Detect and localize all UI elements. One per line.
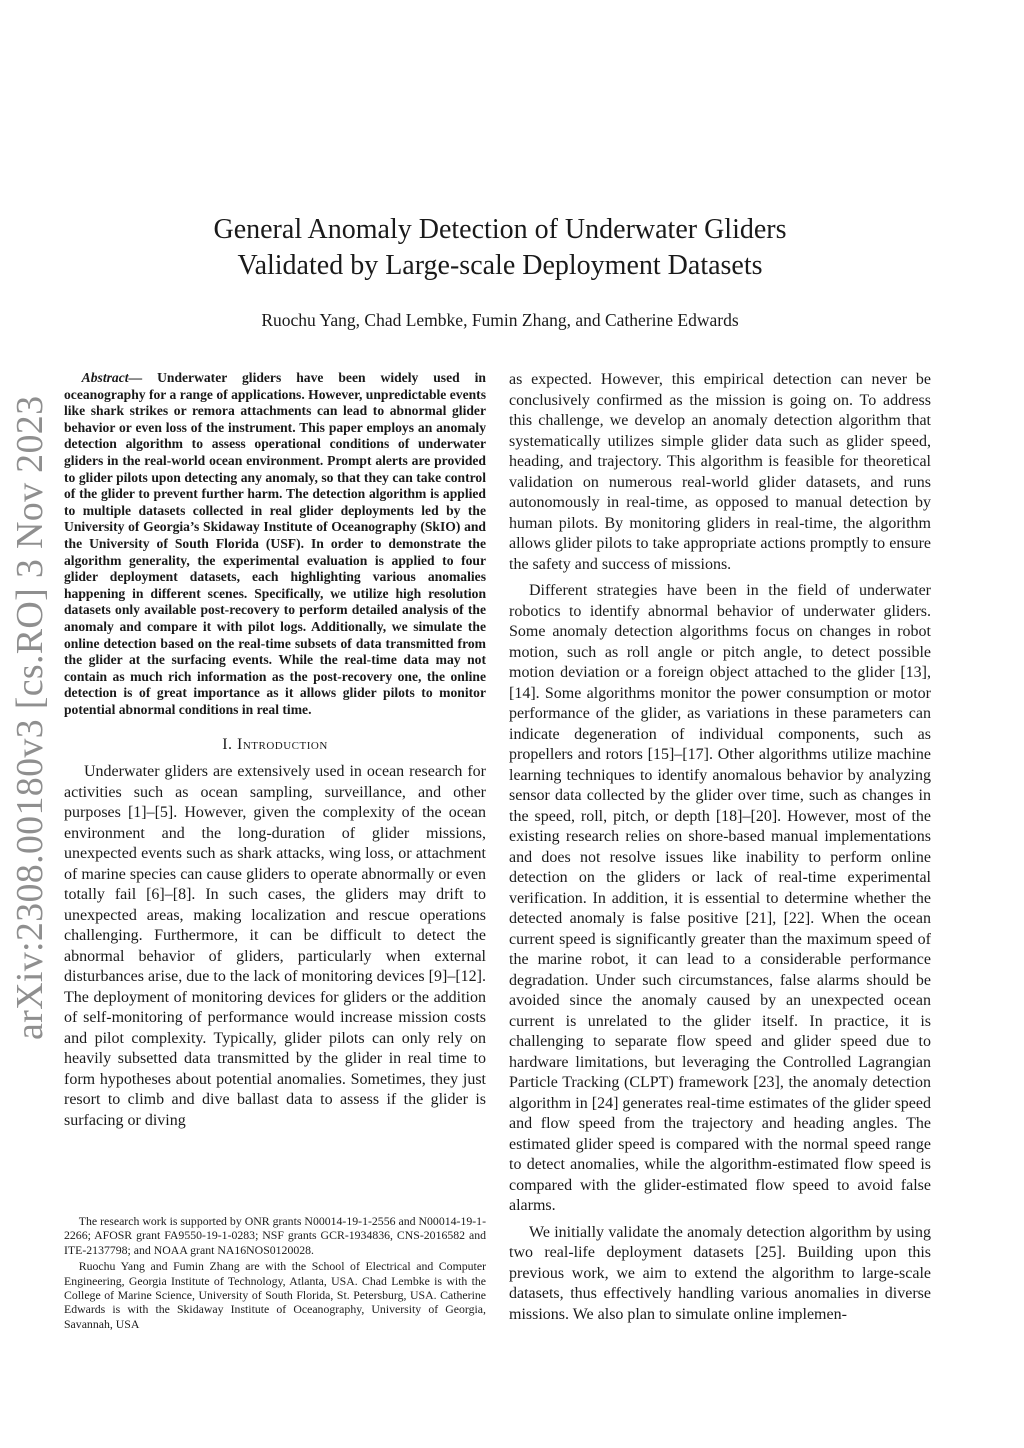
paper-title xyxy=(100,212,900,284)
arxiv-identifier: arXiv:2308.00180v3 [cs.RO] 3 Nov 2023 xyxy=(9,395,51,1040)
abstract-text: Underwater gliders have been widely used in oceanography for a range of applications. However, unpredictable events like shark strikes or remora attachments can lead to abnormal glider behavior or even loss of the instrument. This paper employs an anomaly detection algorithm to assess operational conditions of underwater gliders in the real-world ocean environment. Prompt alerts are provided to glider pilots upon detecting any anomaly, so that they can take control of the glider to prevent further harm. The detection algorithm is applied to multiple datasets collected in real glider deployments led by the University of Georgia’s Skidaway Institute of Oceanography (SkIO) and the University of South Florida (USF). In order to demonstrate the algorithm generality, the experimental evaluation is applied to four glider deployment datasets, each highlighting various anomalies happening in different scenes. Specifically, we utilize high resolution datasets only available post-recovery to perform detailed analysis of the anomaly and compare it with pilot logs. Additionally, we simulate the online detection based on the real-time subsets of data transmitted from the glider at the surfacing events. While the real-time data may not contain as much rich information as the post-recovery one, the online detection is of great importance as it allows glider pilots to monitor potential abnormal conditions in real time. xyxy=(64,370,486,717)
title-line-2: Validated by Large-scale Deployment Datasets xyxy=(237,250,763,281)
footnote-affiliations: Ruochu Yang and Fumin Zhang are with the School of Electrical and Computer Engineering, Georgia Institute of Technology, Atlanta, USA. Chad Lembke is with the College of Marine Science, University of South Florida, St. Petersburg, USA. Catherine Edwards is with the Skidaway Institute of Oceanography, University of Georgia, Savannah, USA xyxy=(64,1259,486,1331)
intro-paragraph-1: Underwater gliders are extensively used in ocean research for activities such as ocean sampling, surveillance, and other purposes [1]–[5]. However, given the complexity of the ocean environment and the long-duration of glider missions, unexpected events such as shark attacks, wing loss, or attachment of marine species can cause gliders to operate abnormally or even totally fail [6]–[8]. In such cases, the gliders may drift to unexpected areas, making localization and rescue operations challenging. Furthermore, it can be difficult to detect the abnormal behavior of gliders, particularly when external disturbances arise, due to the lack of monitoring devices [9]–[12]. The deployment of monitoring devices for gliders or the addition of self-monitoring of performance would increase mission costs and pilot complexity. Typically, glider pilots can only rely on heavily subsetted data transmitted by the glider in real time to form hypotheses about potential anomalies. Sometimes, they just resort to climb and dive ballast data to assess if the glider is surfacing or diving xyxy=(64,763,486,1129)
abstract-dash: — xyxy=(128,370,158,385)
footnotes xyxy=(64,1214,486,1333)
section-heading xyxy=(64,736,486,754)
abstract-label: Abstract xyxy=(81,370,129,385)
intro-paragraph-3: We initially validate the anomaly detection algorithm by using two real-life deployment datasets [25]. Building upon this previous work, we aim to extend the algorithm to large-scale datasets, thus effectively handling various anomalies in diverse missions. We also plan to simulate online implemen- xyxy=(509,1223,931,1323)
section-title: Introduction xyxy=(237,736,328,754)
intro-paragraph-continued: as expected. However, this empirical detection can never be conclusively confirmed as the mission is going on. To address this challenge, we develop an anomaly detection algorithm that systematically utilizes simple glider data such as glider speed, heading, and trajectory. This algorithm is feasible for theoretical validation on numerous real-world glider datasets, and runs autonomously in real-time, as opposed to manual detection by human pilots. By monitoring gliders in real-time, the algorithm allows glider pilots to take appropriate actions promptly to ensure the safety and success of missions. xyxy=(509,371,931,573)
right-column xyxy=(509,370,931,1325)
section-number: I. xyxy=(222,736,233,754)
author-list: Ruochu Yang, Chad Lembke, Fumin Zhang, and Catherine Edwards xyxy=(261,310,739,330)
footnote-funding: The research work is supported by ONR grants N00014-19-1-2556 and N00014-19-1-2266; AFOSR grant FA9550-19-1-0283; NSF grants GCR-1934836, CNS-2016582 and ITE-2137798; and NOAA grant NA16NOS0120028. xyxy=(64,1214,486,1257)
left-column xyxy=(64,370,486,1131)
title-line-1: General Anomaly Detection of Underwater Gliders xyxy=(213,214,787,245)
intro-paragraph-2: Different strategies have been in the field of underwater robotics to identify abnormal behavior of underwater gliders. Some anomaly detection algorithms focus on changes in robot motion, such as roll angle or pitch angle, to detect possible motion deviation or a foreign object attached to the glider [13], [14]. Some algorithms monitor the power consumption or motor performance of the glider, as variations in these parameters can indicate degeneration of individual components, such as propellers and rotors [15]–[17]. Other algorithms utilize machine learning techniques to identify anomalous behavior by analyzing sensor data collected by the glider over time, such as changes in the speed, roll, pitch, or depth [18]–[20]. However, most of the existing research relies on shore-based manual implementations and does not resolve issues like inability to perform online detection on the gliders or lack of real-time experimental verification. In addition, it is essential to determine whether the detected anomaly is false positive [21], [22]. When the ocean current speed is significantly greater than the maximum speed of the marine robot, it can lead to a considerable performance degradation. Under such circumstances, false alarms should be avoided since the anomaly caused by an unexpected ocean current is unrelated to the glider itself. In practice, it is challenging to separate flow speed and glider speed due to hardware limitations, but leveraging the Controlled Lagrangian Particle Tracking (CLPT) framework [23], the anomaly detection algorithm in [24] generates real-time estimates of the glider speed and flow speed from the trajectory and heading angles. The estimated glider speed is compared with the normal speed range to detect anomalies, while the algorithm-estimated flow speed is compared with the glider-estimated flow speed to avoid false alarms. xyxy=(509,582,931,1214)
abstract xyxy=(64,370,486,718)
